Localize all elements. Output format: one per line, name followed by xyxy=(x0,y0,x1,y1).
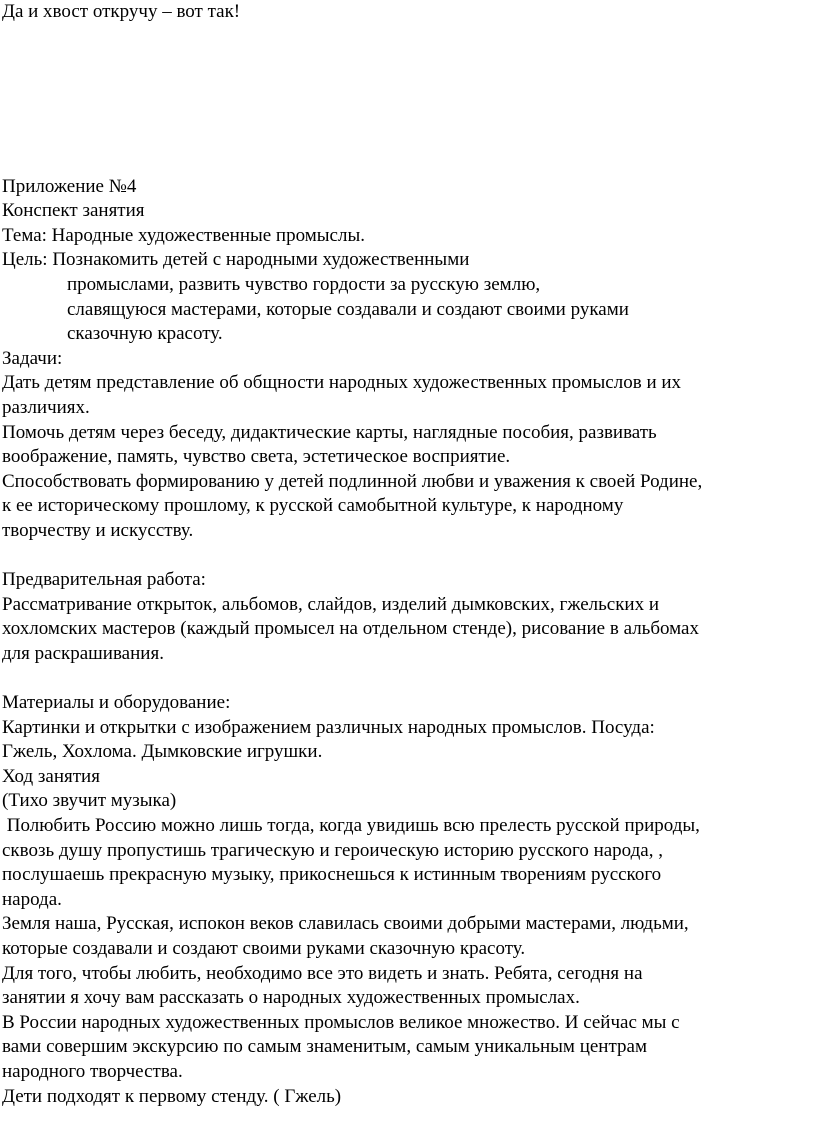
header-line: Да и хвост откручу – вот так! xyxy=(2,1,241,22)
paragraph-line: сквозь душу пропустишь трагическую и героическую историю русского народа, , xyxy=(2,839,663,861)
goal-line: славящуюся мастерами, которые создавали и создают своими руками xyxy=(67,298,629,320)
tasks-heading: Задачи: xyxy=(2,347,63,369)
blank-line xyxy=(2,666,810,691)
course-heading: Ход занятия xyxy=(2,765,100,787)
paragraph-line: Дети подходят к первому стенду. ( Гжель) xyxy=(2,1085,342,1107)
paragraph-line: занятии я хочу вам рассказать о народных художественных промыслах. xyxy=(2,987,580,1009)
paragraph-line: вами совершим экскурсию по самым знаменитым, самым уникальным центрам xyxy=(2,1036,647,1058)
paragraph-line: которые создавали и создают своими руками сказочную красоту. xyxy=(2,938,526,959)
goal-line: промыслами, развить чувство гордости за русскую землю, xyxy=(67,273,541,295)
paragraph-line: Земля наша, Русская, испокон веков славилась своими добрыми мастерами, людьми, xyxy=(2,913,689,935)
prep-heading: Предварительная работа: xyxy=(2,569,206,591)
task-line: к ее историческому прошлому, к русской самобытной культуре, к народному xyxy=(2,495,624,517)
goal-line: сказочную красоту. xyxy=(67,323,223,345)
task-line: Помочь детям через беседу, дидактические карты, наглядные пособия, развивать xyxy=(2,421,657,443)
goal-line: Цель: Познакомить детей с народными художественными xyxy=(2,249,470,271)
prep-line: для раскрашивания. xyxy=(2,642,164,664)
topic-line: Тема: Народные художественные промыслы. xyxy=(2,224,365,246)
paragraph-line: народного творчества. xyxy=(2,1060,183,1082)
task-line: воображение, память, чувство света, эстетическое восприятие. xyxy=(2,446,511,468)
task-line: различиях. xyxy=(2,396,90,418)
materials-line: Гжель, Хохлома. Дымковские игрушки. xyxy=(2,741,323,763)
task-line: Дать детям представление об общности народных художественных промыслов и их xyxy=(2,372,682,394)
paragraph-line: Для того, чтобы любить, необходимо все это видеть и знать. Ребята, сегодня на xyxy=(2,962,643,984)
paragraph-line: Полюбить Россию можно лишь тогда, когда увидишь всю прелесть русской природы, xyxy=(2,815,700,837)
materials-heading: Материалы и оборудование: xyxy=(2,692,231,714)
materials-line: Картинки и открытки с изображением различных народных промыслов. Посуда: xyxy=(2,716,655,738)
music-note: (Тихо звучит музыка) xyxy=(2,790,177,812)
prep-line: хохломских мастеров (каждый промысел на отдельном стенде), рисование в альбомах xyxy=(2,618,699,640)
task-line: Способствовать формированию у детей подлинной любви и уважения к своей Родине, xyxy=(2,470,703,492)
task-line: творчеству и искусству. xyxy=(2,519,194,541)
paragraph-line: В России народных художественных промыслов великое множество. И сейчас мы с xyxy=(2,1011,680,1033)
blank-line xyxy=(2,544,810,569)
blank-space xyxy=(2,25,810,175)
prep-line: Рассматривание открыток, альбомов, слайдов, изделий дымковских, гжельских и xyxy=(2,593,660,615)
paragraph-line: послушаешь прекрасную музыку, прикоснешься к истинным творениям русского xyxy=(2,864,662,886)
paragraph-line: народа. xyxy=(2,888,62,910)
appendix-label: Приложение №4 xyxy=(2,175,137,197)
summary-title: Конспект занятия xyxy=(2,200,145,222)
